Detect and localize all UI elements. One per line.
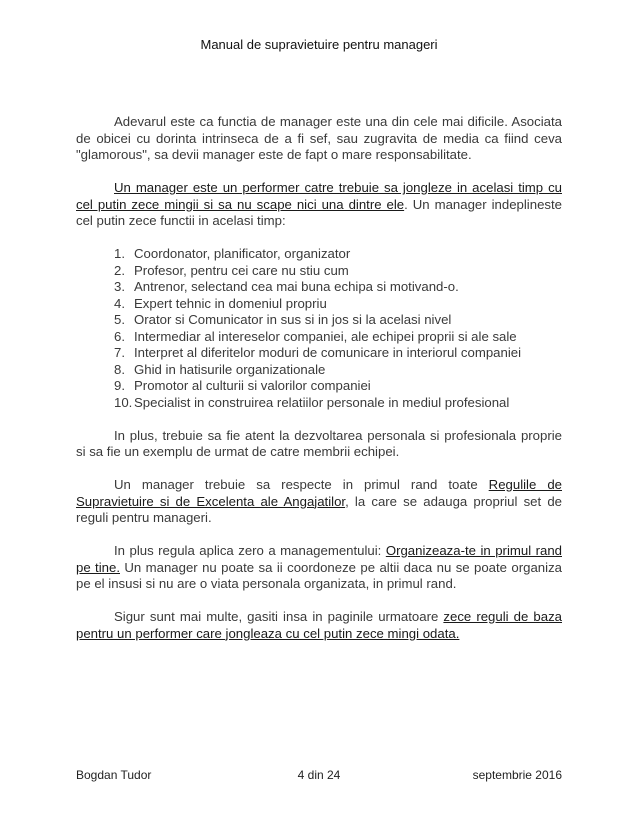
footer-author: Bogdan Tudor: [76, 768, 152, 782]
paragraph-personal-development: In plus, trebuie sa fie atent la dezvoltarea personala si profesionala proprie si sa fie un exemplu de urmat de catre membrii echipei.: [76, 427, 562, 459]
list-item: [76, 312, 562, 329]
list-item-text: Antrenor, selectand cea mai buna echipa si motivand-o.: [134, 279, 459, 294]
underlined-closing: zece reguli de baza pentru un performer care jongleaza cu cel putin zece mingi odata.: [76, 609, 562, 641]
list-item-number: 4.: [114, 295, 125, 311]
list-item: [76, 296, 562, 313]
list-item-text: Orator si Comunicator in sus si in jos si la acelasi nivel: [134, 312, 452, 327]
list-item-number: 1.: [114, 246, 125, 261]
underlined-rules-title: Regulile de Supravietuire si de Excelenta ale Angajatilor: [76, 477, 562, 509]
paragraph-closing: [76, 609, 562, 642]
list-item-text: Promotor al culturii si valorilor companiei: [134, 378, 371, 393]
document-body: [76, 114, 562, 659]
list-item-text: Profesor, pentru cei care nu stiu cum: [134, 262, 349, 278]
list-item: [76, 395, 562, 412]
list-item: [76, 329, 562, 346]
list-item-number: 7.: [114, 345, 125, 360]
paragraph-rule-zero-end: Un manager nu poate sa ii coordoneze pe altii daca nu se poate organiza pe el insusi si nu are o viata personala organizata, in primul rand.: [76, 559, 562, 591]
footer-date: septembrie 2016: [472, 768, 562, 782]
page-footer: [76, 768, 562, 784]
paragraph-performer-rest: . Un manager indeplineste cel putin zece functii in acelasi timp:: [76, 196, 562, 228]
paragraph-closing-start: Sigur sunt mai multe, gasiti insa in paginile urmatoare: [114, 609, 444, 624]
paragraph-rules-start: Un manager trebuie sa respecte in primul rand toate: [114, 477, 489, 492]
list-item-number: 9.: [114, 378, 125, 393]
footer-page-number: 4 din 24: [297, 768, 341, 782]
list-item-number: 10.: [114, 394, 133, 410]
list-item: [76, 263, 562, 280]
underlined-rule-zero: Organizeaza-te in primul rand pe tine.: [76, 543, 562, 575]
list-item-text: Expert tehnic in domeniul propriu: [134, 295, 327, 311]
underlined-performer-statement: Un manager este un performer catre trebuie sa jongleze in acelasi timp cu cel putin zece mingii si sa nu scape nici una dintre ele: [76, 180, 562, 212]
list-item-number: 2.: [114, 262, 125, 278]
paragraph-rule-zero: [76, 543, 562, 593]
list-item: [76, 362, 562, 379]
paragraph-intro: Adevarul este ca functia de manager este una din cele mai dificile. Asociata de obicei cu dorinta intrinseca de a fi sef, sau zugravita de media ca fiind ceva "glamorous", sa devii manager este de fapt o mare responsabilitate.: [76, 114, 562, 162]
list-item: [76, 378, 562, 395]
list-item-text: Coordonator, planificator, organizator: [134, 246, 351, 261]
functions-list: [76, 246, 562, 411]
list-item: [76, 246, 562, 263]
list-item-text: Ghid in hatisurile organizationale: [134, 361, 326, 377]
list-item: [76, 279, 562, 296]
list-item-number: 6.: [114, 328, 125, 344]
list-item: [76, 345, 562, 362]
page-header: Manual de supravietuire pentru manageri: [200, 37, 438, 52]
paragraph-rules: [76, 477, 562, 527]
list-item-text: Intermediar al intereselor companiei, ale echipei proprii si ale sale: [134, 328, 517, 344]
list-item-number: 5.: [114, 312, 125, 327]
paragraph-performer: [76, 180, 562, 230]
paragraph-rules-end: , la care se adauga propriul set de reguli pentru manageri.: [76, 493, 562, 525]
list-item-number: 3.: [114, 279, 125, 294]
paragraph-rule-zero-start: In plus regula aplica zero a managementului:: [114, 543, 386, 558]
list-item-text: Specialist in construirea relatiilor personale in mediul profesional: [134, 394, 510, 410]
list-item-number: 8.: [114, 361, 125, 377]
list-item-text: Interpret al diferitelor moduri de comunicare in interiorul companiei: [134, 345, 522, 360]
